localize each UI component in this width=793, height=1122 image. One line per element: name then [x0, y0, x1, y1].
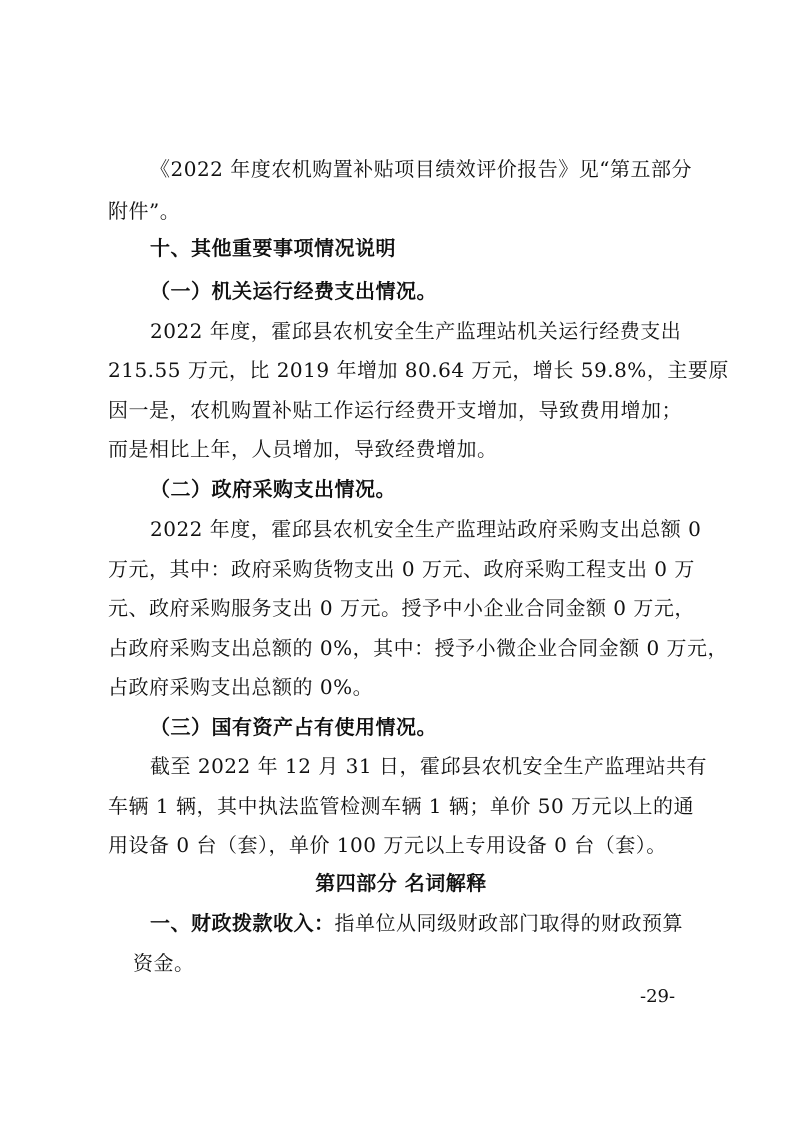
- page-number: -29-: [640, 986, 676, 1007]
- paragraph-line: 用设备 0 台（套），单价 100 万元以上专用设备 0 台（套）。: [108, 833, 667, 857]
- subsection-heading: （二）政府采购支出情况。: [150, 477, 396, 501]
- paragraph-line: 资金。: [133, 951, 195, 975]
- paragraph-line: 元、政府采购服务支出 0 万元。授予中小企业合同金额 0 万元，: [108, 596, 695, 620]
- paragraph-line: 而是相比上年，人员增加，导致经费增加。: [108, 437, 498, 461]
- paragraph-line: 附件”。: [108, 199, 181, 223]
- subsection-heading: （三）国有资产占有使用情况。: [150, 715, 437, 739]
- subsection-heading: （一）机关运行经费支出情况。: [150, 279, 437, 303]
- paragraph-line: 车辆 1 辆，其中执法监管检测车辆 1 辆；单价 50 万元以上的通: [108, 794, 695, 818]
- definition-line: [150, 904, 694, 942]
- paragraph-line: 215.55 万元，比 2019 年增加 80.64 万元，增长 59.8%，主要原: [108, 358, 729, 382]
- paragraph-line: 因一是，农机购置补贴工作运行经费开支增加，导致费用增加；: [108, 398, 682, 422]
- paragraph-line: 占政府采购支出总额的 0%，其中：授予小微企业合同金额 0 万元，: [108, 636, 729, 660]
- paragraph-line: 2022 年度，霍邱县农机安全生产监理站机关运行经费支出: [150, 319, 682, 343]
- part-heading: 第四部分 名词解释: [315, 871, 487, 895]
- section-heading: 十、其他重要事项情况说明: [150, 236, 396, 260]
- definition-term: 一、财政拨款收入：: [150, 911, 335, 935]
- paragraph-line: 2022 年度，霍邱县农机安全生产监理站政府采购支出总额 0: [150, 517, 702, 541]
- paragraph-line: 占政府采购支出总额的 0%。: [108, 675, 374, 699]
- paragraph-line: 截至 2022 年 12 月 31 日，霍邱县农机安全生产监理站共有: [150, 754, 707, 778]
- paragraph-line: 万元，其中：政府采购货物支出 0 万元、政府采购工程支出 0 万: [108, 557, 695, 581]
- paragraph-line: 《2022 年度农机购置补贴项目绩效评价报告》见“第五部分: [150, 157, 692, 181]
- definition-text: 指单位从同级财政部门取得的财政预算: [334, 911, 683, 935]
